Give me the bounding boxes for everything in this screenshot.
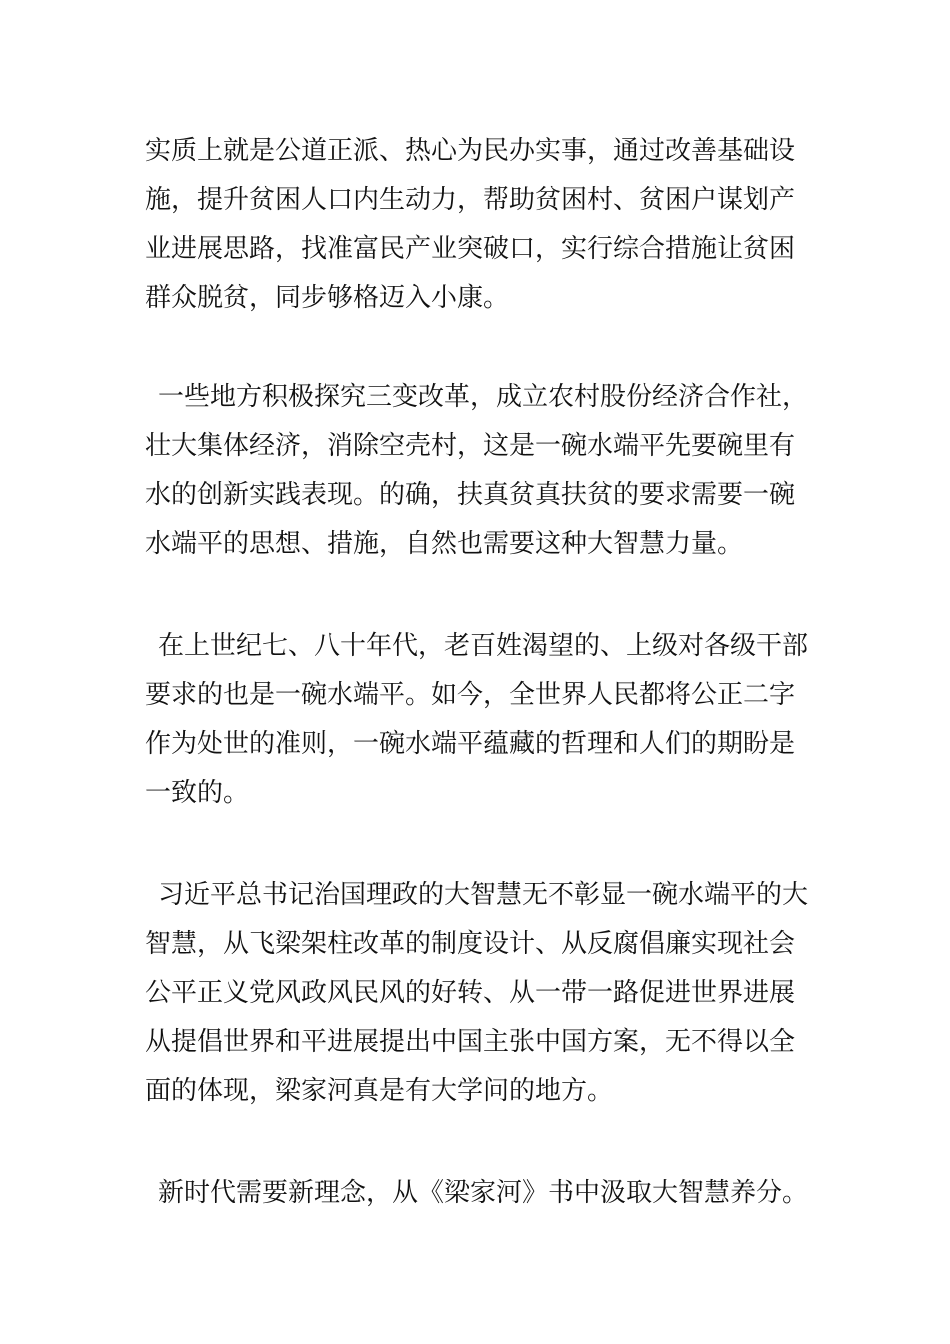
text-line: 壮大集体经济，消除空壳村，这是一碗水端平先要碗里有 xyxy=(145,431,796,461)
text-line: 群众脱贫，同步够格迈入小康。 xyxy=(145,283,510,313)
text-line: 在上世纪七、八十年代，老百姓渴望的、上级对各级干部 xyxy=(158,631,809,661)
text-line: 实质上就是公道正派、热心为民办实事，通过改善基础设 xyxy=(145,136,796,166)
text-line: 水端平的思想、措施，自然也需要这种大智慧力量。 xyxy=(145,529,744,559)
text-line: 作为处世的准则，一碗水端平蕴藏的哲理和人们的期盼是 xyxy=(145,729,796,759)
text-line: 习近平总书记治国理政的大智慧无不彰显一碗水端平的大 xyxy=(158,880,809,910)
paragraph-1 xyxy=(145,127,795,323)
paragraph-5 xyxy=(145,1169,808,1218)
paragraph-4 xyxy=(145,871,808,1116)
paragraph-2 xyxy=(145,373,808,569)
text-line: 施，提升贫困人口内生动力，帮助贫困村、贫困户谋划产 xyxy=(145,185,796,215)
text-line: 公平正义党风政风民风的好转、从一带一路促进世界进展 xyxy=(145,978,796,1008)
text-line: 业进展思路，找准富民产业突破口，实行综合措施让贫困 xyxy=(145,234,796,264)
text-line: 水的创新实践表现。的确，扶真贫真扶贫的要求需要一碗 xyxy=(145,480,796,510)
text-line: 新时代需要新理念，从《梁家河》书中汲取大智慧养分。 xyxy=(158,1178,809,1208)
text-line: 一致的。 xyxy=(145,778,250,808)
text-line: 智慧，从飞梁架柱改革的制度设计、从反腐倡廉实现社会 xyxy=(145,929,796,959)
text-line: 要求的也是一碗水端平。如今，全世界人民都将公正二字 xyxy=(145,680,796,710)
text-line: 一些地方积极探究三变改革，成立农村股份经济合作社， xyxy=(158,382,809,412)
paragraph-3 xyxy=(145,622,808,818)
text-line: 面的体现，梁家河真是有大学问的地方。 xyxy=(145,1076,614,1106)
text-line: 从提倡世界和平进展提出中国主张中国方案，无不得以全 xyxy=(145,1027,796,1057)
